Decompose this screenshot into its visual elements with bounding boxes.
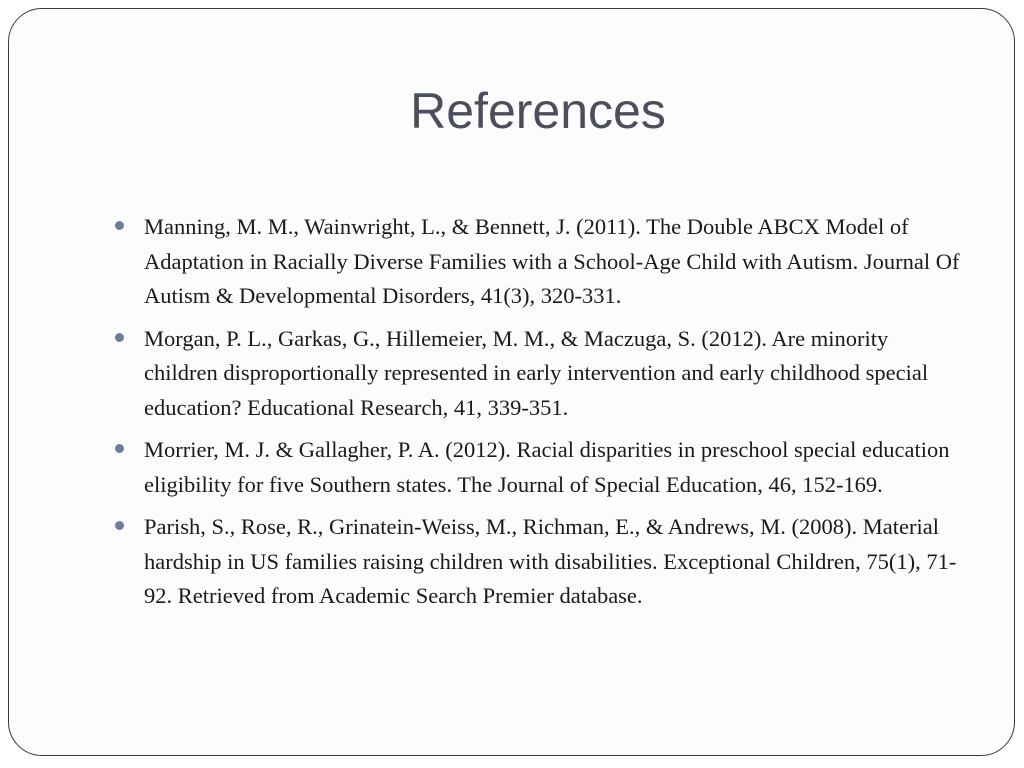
bullet-icon bbox=[115, 221, 124, 230]
slide-title: References bbox=[410, 83, 666, 139]
reference-item bbox=[112, 322, 962, 426]
reference-list bbox=[112, 210, 962, 622]
reference-text: Morgan, P. L., Garkas, G., Hillemeier, M. M., & Maczuga, S. (2012). Are minority children disproportionally represented in early intervention and early childhood special education? Educational Research, 41, 339-351. bbox=[144, 325, 929, 420]
reference-item bbox=[112, 210, 962, 314]
reference-item bbox=[112, 433, 962, 502]
reference-text: Manning, M. M., Wainwright, L., & Bennett, J. (2011). The Double ABCX Model of Adaptation in Racially Diverse Families with a School-Age Child with Autism. Journal Of Autism & Developmental Disorders, 41(3), 320-331. bbox=[144, 214, 960, 308]
reference-item bbox=[112, 510, 962, 614]
bullet-icon bbox=[115, 333, 124, 342]
reference-text: Parish, S., Rose, R., Grinatein-Weiss, M., Richman, E., & Andrews, M. (2008). Material hardship in US families raising children with disabilities. Exceptional Children, 75(1), 71-92. Retrieved from Academic Search Premier database. bbox=[144, 514, 957, 608]
reference-text: Morrier, M. J. & Gallagher, P. A. (2012). Racial disparities in preschool special education eligibility for five Southern states. The Journal of Special Education, 46, 152-169. bbox=[144, 437, 950, 497]
bullet-icon bbox=[115, 444, 124, 453]
bullet-icon bbox=[115, 521, 124, 530]
